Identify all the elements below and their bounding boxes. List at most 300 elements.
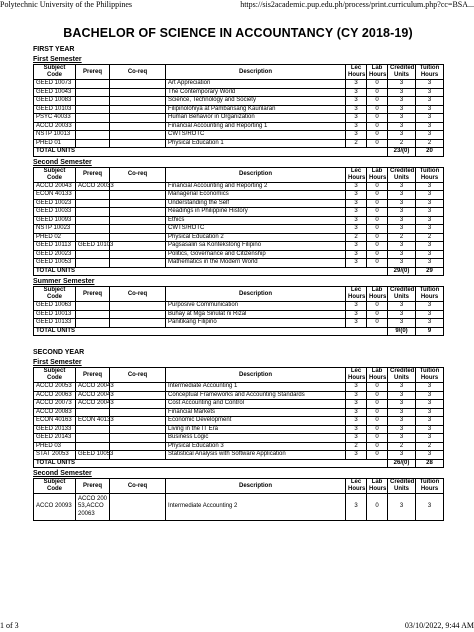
table-row	[34, 97, 444, 106]
table-row	[34, 434, 444, 443]
column-header-cred: Credited Units	[388, 368, 416, 383]
column-header-coreq: Co-req	[110, 368, 166, 383]
cell-cred: 3	[388, 494, 416, 521]
cell-tuition: 3	[416, 319, 444, 328]
cell-code: ACCO 20073	[34, 400, 76, 409]
column-header-desc: Description	[166, 479, 346, 494]
cell-prereq	[76, 259, 110, 268]
cell-prereq	[76, 88, 110, 97]
total-label: TOTAL UNITS	[34, 459, 388, 468]
column-header-coreq: Co-req	[110, 167, 166, 182]
table-header-row	[34, 167, 444, 182]
table-header-row	[34, 287, 444, 302]
cell-desc: Physical Education 1	[166, 139, 346, 148]
table-row	[34, 139, 444, 148]
cell-tuition: 3	[416, 88, 444, 97]
cell-code: GEED 10023	[34, 199, 76, 208]
column-header-tuition: Tuition Hours	[416, 479, 444, 494]
cell-cred: 3	[388, 105, 416, 114]
cell-code: ACCO 20083	[34, 408, 76, 417]
cell-desc: Cost Accounting and Control	[166, 400, 346, 409]
total-tuition-hours: 20	[416, 148, 444, 157]
total-label: TOTAL UNITS	[34, 327, 388, 336]
footer-timestamp: 03/10/2022, 9:44 AM	[404, 621, 474, 630]
cell-tuition: 3	[416, 383, 444, 392]
cell-desc: Ethics	[166, 216, 346, 225]
cell-coreq	[110, 442, 166, 451]
cell-code: GEED 10063	[34, 302, 76, 311]
total-units: 26/(0)	[388, 459, 416, 468]
cell-code: ACCO 20043	[34, 182, 76, 191]
cell-cred: 3	[388, 259, 416, 268]
cell-prereq	[76, 191, 110, 200]
cell-tuition: 3	[416, 225, 444, 234]
cell-coreq	[110, 494, 166, 521]
cell-coreq	[110, 191, 166, 200]
semester-label: Second Semester	[33, 158, 92, 166]
column-header-cred: Credited Units	[388, 287, 416, 302]
cell-cred: 3	[388, 310, 416, 319]
table-row	[34, 216, 444, 225]
column-header-desc: Description	[166, 368, 346, 383]
cell-tuition: 3	[416, 105, 444, 114]
cell-lec: 3	[346, 80, 367, 89]
cell-prereq	[76, 225, 110, 234]
column-header-lab: Lab Hours	[367, 65, 388, 80]
cell-tuition: 3	[416, 400, 444, 409]
cell-desc: Economic Development	[166, 417, 346, 426]
total-row	[34, 459, 444, 468]
cell-prereq: ACCO 20043	[76, 391, 110, 400]
cell-coreq	[110, 139, 166, 148]
column-header-cred: Credited Units	[388, 479, 416, 494]
cell-prereq	[76, 442, 110, 451]
table-row	[34, 310, 444, 319]
cell-desc: Art Appreciation	[166, 80, 346, 89]
cell-coreq	[110, 319, 166, 328]
cell-tuition: 3	[416, 434, 444, 443]
cell-cred: 3	[388, 225, 416, 234]
cell-cred: 2	[388, 139, 416, 148]
cell-code: GEED 10073	[34, 80, 76, 89]
cell-lec: 2	[346, 139, 367, 148]
cell-prereq	[76, 216, 110, 225]
cell-code: ACCO 20093	[34, 494, 76, 521]
table-row	[34, 408, 444, 417]
cell-prereq	[76, 122, 110, 131]
table-row	[34, 259, 444, 268]
column-header-lec: Lec Hours	[346, 479, 367, 494]
column-header-prereq: Prereq	[76, 167, 110, 182]
cell-coreq	[110, 434, 166, 443]
cell-code: GEED 10133	[34, 319, 76, 328]
cell-cred: 3	[388, 250, 416, 259]
cell-code: ACCO 20053	[34, 383, 76, 392]
cell-desc: CWTS/ROTC	[166, 131, 346, 140]
cell-tuition: 3	[416, 451, 444, 460]
cell-lab: 0	[367, 494, 388, 521]
cell-tuition: 3	[416, 302, 444, 311]
cell-desc: Panitikang Filipino	[166, 319, 346, 328]
cell-lab: 0	[367, 225, 388, 234]
cell-desc: Understanding the Self	[166, 199, 346, 208]
cell-code: GEED 10053	[34, 259, 76, 268]
cell-lab: 0	[367, 310, 388, 319]
column-header-lec: Lec Hours	[346, 65, 367, 80]
column-header-tuition: Tuition Hours	[416, 287, 444, 302]
cell-lec: 3	[346, 259, 367, 268]
column-header-cred: Credited Units	[388, 167, 416, 182]
column-header-tuition: Tuition Hours	[416, 368, 444, 383]
cell-lab: 0	[367, 216, 388, 225]
cell-tuition: 3	[416, 250, 444, 259]
table-row	[34, 122, 444, 131]
cell-lec: 3	[346, 250, 367, 259]
table-row	[34, 242, 444, 251]
cell-lab: 0	[367, 400, 388, 409]
curriculum-document	[33, 22, 443, 521]
cell-tuition: 3	[416, 131, 444, 140]
cell-coreq	[110, 182, 166, 191]
column-header-prereq: Prereq	[76, 65, 110, 80]
cell-coreq	[110, 225, 166, 234]
cell-cred: 3	[388, 417, 416, 426]
cell-lab: 0	[367, 182, 388, 191]
cell-code: NSTP 10023	[34, 225, 76, 234]
footer-page-number: 1 of 3	[0, 621, 19, 630]
cell-cred: 3	[388, 319, 416, 328]
table-row	[34, 383, 444, 392]
cell-cred: 3	[388, 408, 416, 417]
year-gap	[33, 336, 443, 346]
cell-cred: 3	[388, 182, 416, 191]
cell-prereq: ACCO 20043	[76, 383, 110, 392]
cell-code: GEED 20143	[34, 434, 76, 443]
table-row	[34, 319, 444, 328]
cell-desc: Statistical Analysis with Software Application	[166, 451, 346, 460]
cell-cred: 3	[388, 191, 416, 200]
cell-code: GEED 10103	[34, 105, 76, 114]
table-row	[34, 191, 444, 200]
cell-prereq	[76, 114, 110, 123]
year-label: SECOND YEAR	[33, 349, 85, 356]
column-header-code: Subject Code	[34, 167, 76, 182]
cell-tuition: 3	[416, 114, 444, 123]
cell-lec: 3	[346, 434, 367, 443]
column-header-coreq: Co-req	[110, 287, 166, 302]
cell-prereq: GEED 10053	[76, 451, 110, 460]
cell-coreq	[110, 259, 166, 268]
table-row	[34, 425, 444, 434]
cell-prereq	[76, 131, 110, 140]
cell-prereq	[76, 80, 110, 89]
cell-coreq	[110, 250, 166, 259]
cell-lab: 0	[367, 434, 388, 443]
table-row	[34, 80, 444, 89]
cell-lab: 0	[367, 391, 388, 400]
table-row	[34, 88, 444, 97]
table-row	[34, 233, 444, 242]
table-row	[34, 302, 444, 311]
table-row	[34, 182, 444, 191]
course-table	[33, 367, 444, 468]
total-units: 29/(0)	[388, 267, 416, 276]
cell-code: GEED 10043	[34, 88, 76, 97]
column-header-coreq: Co-req	[110, 65, 166, 80]
cell-prereq	[76, 208, 110, 217]
cell-lec: 3	[346, 199, 367, 208]
table-row	[34, 199, 444, 208]
cell-tuition: 3	[416, 425, 444, 434]
cell-prereq	[76, 139, 110, 148]
cell-lec: 3	[346, 451, 367, 460]
cell-lab: 0	[367, 88, 388, 97]
column-header-tuition: Tuition Hours	[416, 167, 444, 182]
cell-code: PHED 01	[34, 139, 76, 148]
cell-prereq	[76, 310, 110, 319]
cell-desc: Conceptual Frameworks and Accounting Standards	[166, 391, 346, 400]
cell-lec: 3	[346, 131, 367, 140]
cell-lab: 0	[367, 131, 388, 140]
table-row	[34, 250, 444, 259]
cell-code: ACCO 20033	[34, 122, 76, 131]
cell-lab: 0	[367, 114, 388, 123]
cell-lec: 3	[346, 182, 367, 191]
cell-lab: 0	[367, 122, 388, 131]
semester-label: First Semester	[33, 359, 82, 366]
cell-desc: Physical Education 3	[166, 442, 346, 451]
cell-cred: 3	[388, 80, 416, 89]
cell-coreq	[110, 233, 166, 242]
cell-lab: 0	[367, 97, 388, 106]
cell-coreq	[110, 383, 166, 392]
cell-lab: 0	[367, 451, 388, 460]
cell-cred: 3	[388, 383, 416, 392]
cell-desc: CWTS/ROTC	[166, 225, 346, 234]
cell-cred: 3	[388, 451, 416, 460]
table-row	[34, 442, 444, 451]
cell-prereq	[76, 408, 110, 417]
cell-lab: 0	[367, 383, 388, 392]
cell-code: PSYC 40033	[34, 114, 76, 123]
total-tuition-hours: 28	[416, 459, 444, 468]
year-label: FIRST YEAR	[33, 46, 75, 53]
cell-cred: 2	[388, 233, 416, 242]
cell-lab: 0	[367, 199, 388, 208]
cell-lec: 3	[346, 105, 367, 114]
cell-desc: Politics, Governance and Citizenship	[166, 250, 346, 259]
total-tuition-hours: 9	[416, 327, 444, 336]
cell-coreq	[110, 408, 166, 417]
cell-prereq	[76, 302, 110, 311]
cell-lec: 3	[346, 391, 367, 400]
cell-desc: Buhay at Mga Sinulat ni Rizal	[166, 310, 346, 319]
cell-desc: Intermediate Accounting 2	[166, 494, 346, 521]
cell-lec: 2	[346, 233, 367, 242]
cell-tuition: 3	[416, 97, 444, 106]
cell-prereq	[76, 434, 110, 443]
column-header-lec: Lec Hours	[346, 287, 367, 302]
cell-lab: 0	[367, 425, 388, 434]
cell-lec: 3	[346, 494, 367, 521]
cell-desc: Mathematics in the Modern World	[166, 259, 346, 268]
cell-lec: 3	[346, 242, 367, 251]
cell-prereq: ACCO 20043	[76, 400, 110, 409]
cell-lec: 3	[346, 114, 367, 123]
cell-coreq	[110, 131, 166, 140]
cell-code: STAT 20053	[34, 451, 76, 460]
cell-lec: 3	[346, 408, 367, 417]
cell-cred: 2	[388, 442, 416, 451]
cell-tuition: 3	[416, 208, 444, 217]
column-header-prereq: Prereq	[76, 479, 110, 494]
cell-code: GEED 20133	[34, 425, 76, 434]
cell-lec: 3	[346, 383, 367, 392]
cell-coreq	[110, 216, 166, 225]
cell-lec: 3	[346, 97, 367, 106]
cell-lab: 0	[367, 208, 388, 217]
column-header-lab: Lab Hours	[367, 287, 388, 302]
cell-coreq	[110, 400, 166, 409]
cell-tuition: 3	[416, 191, 444, 200]
column-header-lab: Lab Hours	[367, 167, 388, 182]
cell-code: GEED 10083	[34, 97, 76, 106]
cell-coreq	[110, 417, 166, 426]
cell-cred: 3	[388, 208, 416, 217]
cell-coreq	[110, 391, 166, 400]
cell-cred: 3	[388, 199, 416, 208]
cell-tuition: 3	[416, 242, 444, 251]
cell-tuition: 3	[416, 122, 444, 131]
cell-prereq: ACCO 20033	[76, 182, 110, 191]
cell-tuition: 3	[416, 408, 444, 417]
column-header-tuition: Tuition Hours	[416, 65, 444, 80]
cell-cred: 3	[388, 97, 416, 106]
column-header-code: Subject Code	[34, 479, 76, 494]
cell-prereq	[76, 250, 110, 259]
cell-tuition: 3	[416, 494, 444, 521]
cell-lab: 0	[367, 408, 388, 417]
table-row	[34, 114, 444, 123]
total-row	[34, 327, 444, 336]
browser-print-footer	[0, 620, 474, 632]
cell-lab: 0	[367, 191, 388, 200]
table-row	[34, 131, 444, 140]
table-row	[34, 400, 444, 409]
browser-print-header	[0, 0, 474, 11]
cell-coreq	[110, 310, 166, 319]
cell-prereq	[76, 425, 110, 434]
cell-tuition: 2	[416, 442, 444, 451]
cell-coreq	[110, 122, 166, 131]
header-institution: Polytechnic University of the Philippines	[0, 0, 132, 9]
cell-coreq	[110, 208, 166, 217]
course-table	[33, 64, 444, 157]
semester-label: Second Semester	[33, 470, 92, 477]
cell-desc: Managerial Economics	[166, 191, 346, 200]
cell-code: GEED 10033	[34, 208, 76, 217]
cell-lab: 0	[367, 233, 388, 242]
cell-tuition: 3	[416, 391, 444, 400]
cell-lab: 0	[367, 105, 388, 114]
column-header-lab: Lab Hours	[367, 368, 388, 383]
cell-tuition: 3	[416, 417, 444, 426]
cell-coreq	[110, 425, 166, 434]
total-label: TOTAL UNITS	[34, 267, 388, 276]
course-table	[33, 478, 444, 521]
column-header-cred: Credited Units	[388, 65, 416, 80]
cell-tuition: 3	[416, 310, 444, 319]
column-header-desc: Description	[166, 287, 346, 302]
cell-lec: 3	[346, 191, 367, 200]
cell-desc: Pagsasalin sa Kontekstong Filipino	[166, 242, 346, 251]
cell-code: NSTP 10013	[34, 131, 76, 140]
cell-cred: 3	[388, 242, 416, 251]
cell-desc: Living in the IT Era	[166, 425, 346, 434]
cell-lec: 3	[346, 208, 367, 217]
column-header-code: Subject Code	[34, 368, 76, 383]
cell-prereq	[76, 319, 110, 328]
cell-code: GEED 10093	[34, 216, 76, 225]
cell-lab: 0	[367, 259, 388, 268]
cell-cred: 3	[388, 131, 416, 140]
cell-lec: 3	[346, 425, 367, 434]
cell-coreq	[110, 451, 166, 460]
cell-coreq	[110, 105, 166, 114]
table-header-row	[34, 368, 444, 383]
cell-prereq	[76, 105, 110, 114]
cell-desc: Filipinolohiya at Pambansang Kaunlaran	[166, 105, 346, 114]
column-header-code: Subject Code	[34, 287, 76, 302]
cell-cred: 3	[388, 302, 416, 311]
cell-code: GEED 20023	[34, 250, 76, 259]
total-units: 9/(0)	[388, 327, 416, 336]
cell-desc: Readings in Philippine History	[166, 208, 346, 217]
total-row	[34, 148, 444, 157]
cell-coreq	[110, 97, 166, 106]
cell-desc: Financial Accounting and Reporting 2	[166, 182, 346, 191]
column-header-code: Subject Code	[34, 65, 76, 80]
cell-code: GEED 10013	[34, 310, 76, 319]
table-row	[34, 417, 444, 426]
header-url: https://sis2academic.pup.edu.ph/process/print.curriculum.php?cc=BSA...	[240, 0, 474, 9]
cell-desc: Science, Technology and Society	[166, 97, 346, 106]
cell-cred: 3	[388, 425, 416, 434]
total-tuition-hours: 29	[416, 267, 444, 276]
cell-cred: 3	[388, 122, 416, 131]
cell-prereq: GEED 10103	[76, 242, 110, 251]
course-table	[33, 286, 444, 336]
semester-label: Summer Semester	[33, 278, 95, 285]
cell-desc: Intermediate Accounting 1	[166, 383, 346, 392]
total-label: TOTAL UNITS	[34, 148, 388, 157]
column-header-desc: Description	[166, 167, 346, 182]
cell-desc: Financial Accounting and Reporting 1	[166, 122, 346, 131]
cell-code: ECON 40163	[34, 417, 76, 426]
cell-desc: Financial Markets	[166, 408, 346, 417]
cell-lec: 2	[346, 442, 367, 451]
total-row	[34, 267, 444, 276]
cell-lab: 0	[367, 139, 388, 148]
cell-code: PHED 02	[34, 233, 76, 242]
cell-coreq	[110, 242, 166, 251]
cell-coreq	[110, 114, 166, 123]
cell-lec: 3	[346, 225, 367, 234]
table-row	[34, 225, 444, 234]
cell-lec: 3	[346, 302, 367, 311]
cell-tuition: 3	[416, 199, 444, 208]
cell-lab: 0	[367, 250, 388, 259]
